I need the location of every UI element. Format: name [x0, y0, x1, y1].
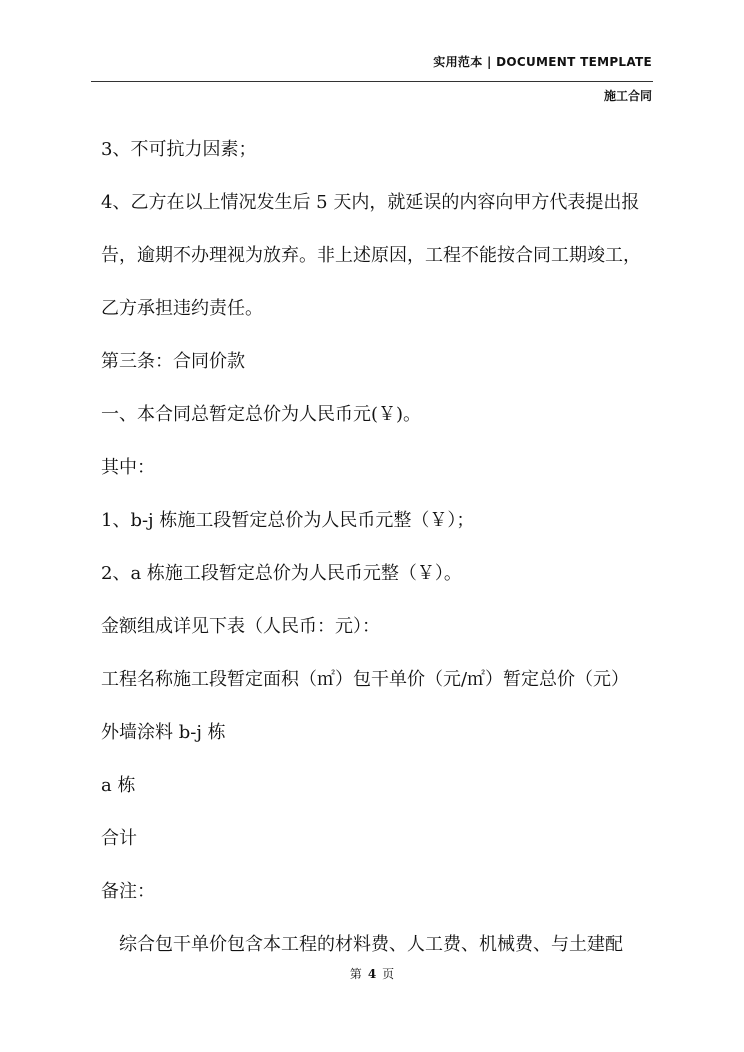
clause-line-liability: 乙方承担违约责任。	[101, 298, 263, 319]
article-heading-contract-price: 第三条：合同价款	[101, 351, 245, 372]
clause-line-among-which: 其中：	[101, 457, 155, 478]
table-row-total: 合计	[101, 828, 137, 849]
clause-line-total-price: 一、本合同总暂定总价为人民币元(￥)。	[101, 404, 422, 425]
page-number: 4	[367, 967, 377, 981]
clause-line-a-section: 2、a 栋施工段暂定总价为人民币元整（￥）。	[101, 563, 462, 584]
table-row-exterior-paint: 外墙涂料 b-j 栋	[101, 722, 226, 743]
page-suffix: 页	[382, 967, 395, 981]
clause-line-amount-breakdown: 金额组成详见下表（人民币：元）：	[101, 616, 380, 637]
clause-line-delay-report: 4、乙方在以上情况发生后 5 天内，就延误的内容向甲方代表提出报	[101, 192, 640, 213]
remarks-heading: 备注：	[101, 881, 155, 902]
clause-line-bj-section: 1、b-j 栋施工段暂定总价为人民币元整（￥）；	[101, 510, 475, 531]
page-prefix: 第	[349, 967, 362, 981]
document-template-header: 实用范本 | DOCUMENT TEMPLATE	[433, 55, 652, 69]
clause-line-overdue-waiver: 告，逾期不办理视为放弃。非上述原因，工程不能按合同工期竣工，	[101, 245, 641, 266]
document-category-label: 施工合同	[603, 89, 652, 103]
table-header-line: 工程名称施工段暂定面积（㎡）包干单价（元/㎡）暂定总价（元）	[101, 669, 630, 690]
remarks-text: 综合包干单价包含本工程的材料费、人工费、机械费、与土建配	[119, 934, 623, 955]
page-number-footer	[0, 965, 744, 982]
header-divider	[91, 81, 653, 82]
clause-line-force-majeure: 3、不可抗力因素；	[101, 139, 257, 160]
contract-body	[101, 138, 661, 986]
table-row-building-a: a 栋	[101, 775, 136, 796]
